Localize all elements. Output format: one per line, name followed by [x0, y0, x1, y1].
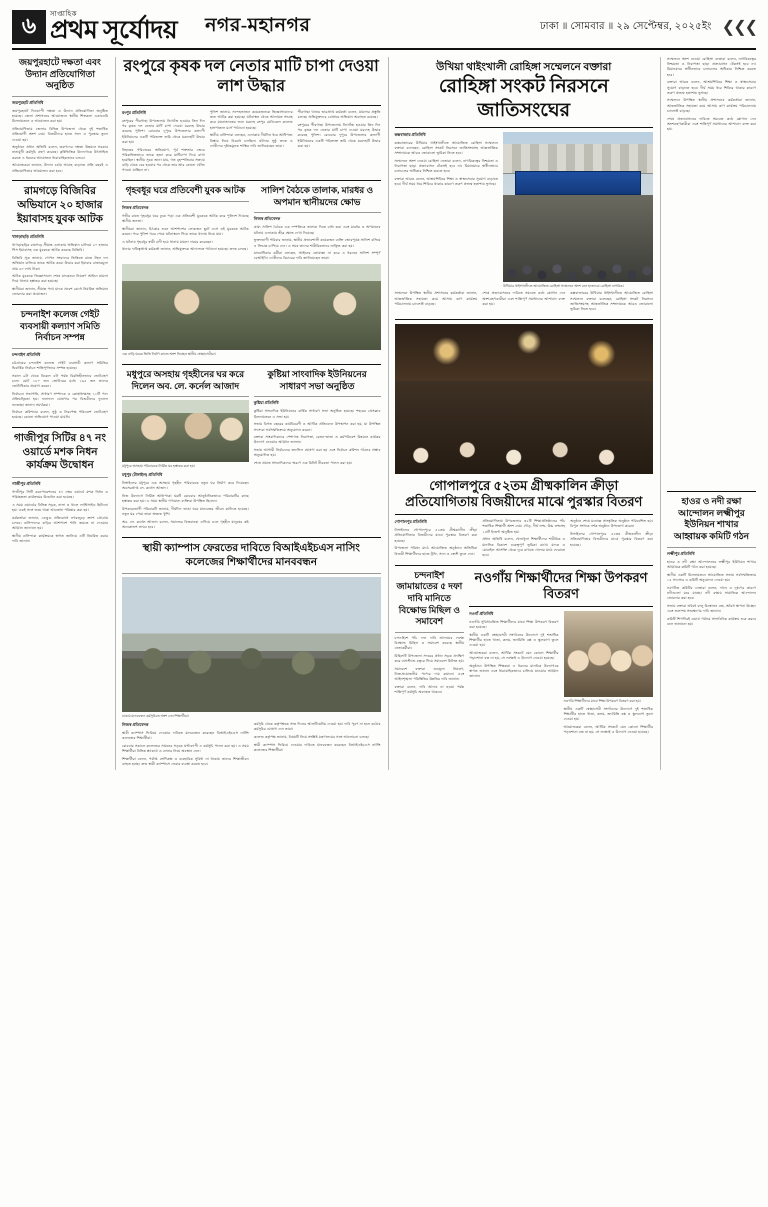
page-number-badge: ৬ [12, 10, 46, 44]
chevron-left-icon: ❮❮❮ [721, 19, 756, 36]
lead-col-1 [122, 110, 205, 176]
story-gazipur-mosquito [12, 432, 108, 547]
photo-caption: ঢাকায় মানববন্ধন কর্মসূচিতে অংশ নেন শিক্ষার্থীরা। [122, 714, 189, 719]
paragraph: গ্রাম্য সালিশ বৈঠকে এক দম্পতিকে তালাক দিতে বাধ্য করা এবং মারধর ও অপমানের ঘটনায় এলাকায় তীব্র ক্ষোভ দেখা দিয়েছে। [253, 225, 381, 235]
paragraph: টাঙ্গাইলের গোপালপুরে ৫২তম গ্রীষ্মকালীন ক্রীড়া প্রতিযোগিতার বিজয়ীদের মাঝে পুরস্কার বিতরণ করা হয়েছে। [570, 532, 653, 547]
masthead [12, 10, 756, 50]
story-headline: কুষ্টিয়া সাংবাদিক ইউনিয়নের সাধারণ সভা অনুষ্ঠিত [267, 369, 367, 391]
paragraph: রংপুরের পীরগাছা উপজেলায় নিখোঁজ হওয়ার তিন দিন পর কৃষক দল নেতার মাটি চাপা দেওয়া মরদেহ উদ্ধার করেছে পুলিশ। রোববার দুপুরে উপজেলার কল্যাণী ইউনিয়নের একটি পরিত্যক্ত জমি থেকে মরদেহটি উদ্ধার করা হয়। [122, 119, 205, 144]
rohingya-photo-col [503, 132, 653, 292]
lead-headline: রংপুরে কৃষক দল নেতার মাটি চাপা দেওয়া লাশ উদ্ধার [123, 58, 379, 95]
paragraph: সভায় বক্তারা অবৈধ বালু উত্তোলন বন্ধ, অবৈধ স্থাপনা উচ্ছেদ এবং জলাশয় সংরক্ষণের দাবি জানান। [667, 603, 756, 613]
story-ramgarh-bgb [12, 185, 108, 300]
paragraph: বক্তারা আরও বলেন, আশ্রয়শিবিরে শিক্ষা ও স্বাস্থ্যসেবার সুযোগ বাড়াতে হবে। দীর্ঘ সময় ধরে শিবিরে থাকার কারণে তরুণ প্রজন্ম হতাশায় ভুগছে। [667, 80, 756, 95]
story-grihobodhu [122, 185, 249, 264]
kicker [395, 57, 654, 75]
story-kushtia-union [254, 369, 381, 533]
column-right-main [388, 57, 654, 770]
story-haor-nodi [667, 496, 756, 629]
byline: চন্দনাইশ প্রতিনিধি [12, 352, 41, 358]
rohingya-body [395, 132, 654, 292]
paragraph: আটক যুবককে জিজ্ঞাসাবাদ শেষে মাদকদ্রব্য নিয়ন্ত্রণ আইনে মামলা দিয়ে থানায় হস্তান্তর করা হয়েছে। [12, 274, 108, 284]
paragraph: মিছিলটি উপজেলা সদরের প্রধান সড়ক প্রদক্ষিণ করে বাসস্ট্যান্ড চত্বরে গিয়ে সমাবেশে মিলিত হয়। [394, 654, 465, 664]
dateline: ঢাকা ॥ সোমবার ॥ ২৯ সেপ্টেম্বর, ২০২৫ইং [539, 20, 712, 32]
paragraph: বিজিবি সূত্র জানায়, গোপন সংবাদের ভিত্তিতে রাতে টহল দল অভিযান চালিয়ে তাকে আটক করে। উদ্ধার করা ইয়াবার বাজারমূল্য প্রায় ৬০ লাখ টাকা। [12, 256, 108, 271]
photo-caption: এক বাড়ি ঘরের ভিত্তি নির্মাণ কাজে অংশ নিচ্ছেন স্থানীয় স্বেচ্ছাসেবীরা। [122, 352, 216, 357]
paragraph: সম্মেলনে অংশ নেওয়া রোহিঙ্গা নেতারা বলেন, নাগরিকত্বের নিশ্চয়তা ও নিরাপত্তা ছাড়া প্রত্যাবাসন টেকসই হবে না। মিয়ানমারে স্বাধীনভাবে চলাচলের অধিকার নিশ্চিত করতে হবে। [667, 57, 756, 77]
paragraph: আয়োজকরা বলেন, আর্থিক সংকটে যেন কোনো শিক্ষার্থীর পড়াশোনা বন্ধ না হয়, সে লক্ষ্যেই এ উদ্যোগ নেওয়া হয়েছে। [563, 725, 653, 735]
paragraph: উপজেলা পরিষদ মাঠে আয়োজিত অনুষ্ঠানে অতিথিরা বিজয়ী শিক্ষার্থীদের হাতে ট্রফি, সনদ ও ক্রেস্ট তুলে দেন। [394, 546, 478, 556]
story-gopalpur-sports [395, 324, 654, 561]
paragraph: ভুক্তভোগী পরিবার জানায়, স্থানীয় প্রভাবশালী কয়েকজন ব্যক্তি জোরপূর্বক সালিশ বসিয়ে এ সিদ্ধান্ত চাপিয়ে দেন। এ সময় তাদের শারীরিকভাবে লাঞ্ছিত করা হয়। [253, 238, 381, 248]
paragraph: সম্মেলনে অংশ নেওয়া রোহিঙ্গা নেতারা বলেন, নাগরিকত্বের নিশ্চয়তা ও নিরাপত্তা ছাড়া প্রত্যাবাসন টেকসই হবে না। মিয়ানমারে স্বাধীনভাবে চলাচলের অধিকার নিশ্চিত করতে হবে। [394, 158, 498, 174]
paragraph: হাওর ও নদী রক্ষা আন্দোলনের লক্ষ্মীপুর ইউনিয়ন শাখার আহ্বায়ক কমিটি গঠন করা হয়েছে। [667, 559, 756, 569]
paragraph: শেষে প্রত্যাবাসনের দাবিতে সমবেত কণ্ঠে স্লোগান দেন অংশগ্রহণকারীরা এবং শান্তিপূর্ণ সমাধানের আশাবাদ ব্যক্ত করা হয়। [667, 116, 756, 131]
photo-relief-work [122, 264, 381, 350]
paragraph: পীরগাছা থানার ভারপ্রাপ্ত কর্মকর্তা বলেন, মামলার প্রস্তুতি চলছে। অভিযুক্তদের গ্রেপ্তারে অভিযান অব্যাহত রয়েছে। [297, 110, 381, 120]
paragraph: স্থানীয়রা জানান, সীমান্ত পথে মাদক প্রবেশ রোধে নিয়মিত অভিযান জোরদার করা প্রয়োজন। [12, 287, 108, 297]
paragraph: স্থানীয় বাসিন্দারা কার্যক্রমকে স্বাগত জানিয়ে এটি নিয়মিত করার দাবি জানান। [12, 533, 108, 544]
paragraph: রোববার সকালে কলেজের সামনের সড়কে ঘণ্টাব্যাপী এ কর্মসূচি পালন করা হয়। এ সময় শিক্ষার্থীরা বিভিন্ন প্ল্যাকার্ড ও ব্যানার নিয়ে অবস্থান নেন। [122, 743, 249, 754]
paragraph: আয়োজকরা বলেন, আর্থিক সংকটে যেন কোনো শিক্ষার্থীর পড়াশোনা বন্ধ না হয়, সে লক্ষ্যেই এ উদ্যোগ নেওয়া হয়েছে। [469, 651, 559, 661]
lead-body-columns [122, 110, 381, 176]
paragraph: অব. লে. কর্নেল আজাদ বলেন, সমাজের বিত্তবানরা এগিয়ে এলে গৃহহীন মানুষের কষ্ট অনেকাংশে লাঘব হবে। [122, 520, 249, 530]
story-chandanaish-jamaat [395, 570, 465, 738]
paragraph: শেষে প্রয়াত সাংবাদিকদের স্মরণে এক মিনিট নীরবতা পালন করা হয়। [253, 461, 353, 466]
paragraph: নিজ উদ্যোগে নির্মিত আধাপাকা ঘরটি রোববার আনুষ্ঠানিকভাবে পরিবারটির কাছে হস্তান্তর করা হয়। এ সময় স্থানীয় গণ্যমান্য ব্যক্তিরা উপস্থিত ছিলেন। [122, 494, 249, 504]
story-headline: নওগাঁয় শিক্ষার্থীদের শিক্ষা উপকরণ বিতরণ [474, 569, 648, 601]
paragraph: নির্বাচন কমিশনার বলেন, সুষ্ঠু ও নিরপেক্ষ পরিবেশে ভোটগ্রহণ হয়েছে। কোনো অভিযোগ পাওয়া যায়নি। [12, 410, 108, 420]
photo-caption: নওগাঁয় শিক্ষার্থীদের মাঝে শিক্ষা উপকরণ বিতরণ করা হয়। [563, 699, 641, 704]
column-left-sidebar [12, 57, 108, 770]
story-headline: স্থায়ী ক্যাম্পাস ফেরতের দাবিতে বিআইএইচএস নাসিং কলেজের শিক্ষার্থীদের মানববন্ধন [142, 542, 360, 568]
paragraph: পুলিশ জানায়, সন্দেহভাজন কয়েকজনকে জিজ্ঞাসাবাদের জন্য আটক করা হয়েছে। ঘটনাস্থল থেকে আলামত সংগ্রহ করে ময়নাতদন্তের জন্য মরদেহ রংপুর মেডিকেল কলেজ হাসপাতাল মর্গে পাঠানো হয়েছে। [209, 110, 293, 130]
mid-subheads [122, 185, 381, 264]
story-headline: গাজীপুর সিটির ৪৭ নং ওয়ার্ডে মশক নিধন কার্যক্রম উদ্বোধন [14, 433, 106, 472]
byline: জয়পুরহাট প্রতিনিধি [12, 100, 44, 106]
paragraph: স্থায়ী ক্যাম্পাস ফিরিয়ে দেওয়ার দাবিতে মানববন্ধন করেছেন বিআইএইচএস নার্সিং কলেজের শিক্ষার্থীরা। [253, 742, 381, 752]
photo-prize-giving [395, 324, 654, 474]
paragraph: রংপুরের পীরগাছা উপজেলায় নিখোঁজ হওয়ার তিন দিন পর কৃষক দল নেতার মাটি চাপা দেওয়া মরদেহ উদ্ধার করেছে পুলিশ। রোববার দুপুরে উপজেলার কল্যাণী ইউনিয়নের একটি পরিত্যক্ত জমি থেকে মরদেহটি উদ্ধার করা হয়। [297, 122, 381, 148]
paragraph: স্থায়ী ক্যাম্পাস ফিরিয়ে দেওয়ার দাবিতে মানববন্ধন করেছেন বিআইএইচএস নার্সিং কলেজের শিক্ষার্থীরা। [122, 731, 249, 741]
story-salish [254, 185, 381, 264]
logo-subtitle: সাপ্তাহিক [50, 10, 78, 18]
paragraph: বক্তারা সাংবাদিকদের পেশাগত নিরাপত্তা, বেতন-ভাতা ও কর্মপরিবেশ উন্নয়নে কার্যকর উদ্যোগ নেওয়ার আহ্বান জানান। [253, 435, 381, 445]
paragraph: কক্সবাজারের উখিয়ার থাইংখালীতে আয়োজিত রোহিঙ্গা সম্মেলনে বক্তারা বলেছেন, রোহিঙ্গা সংকট নিরসনে জাতিসংঘসহ আন্তর্জাতিক সম্প্রদায়কে আরও জোরালো ভূমিকা নিতে হবে। [570, 291, 653, 311]
story-naogaon [469, 570, 653, 738]
paragraph: খাগড়াছড়ির রামগড়ে সীমান্ত এলাকায় অভিযান চালিয়ে ২০ হাজার পিস ইয়াবাসহ এক যুবককে আটক করেছে বিজিবি। [12, 243, 108, 253]
column-lead [115, 57, 381, 770]
paragraph: জয়পুরহাটে দিনব্যাপী দক্ষতা ও উদ্যান প্রতিযোগিতা অনুষ্ঠিত হয়েছে। জেলা প্রশাসনের আয়োজনে স্থানীয় শিল্পকলা একাডেমি মিলনায়তনে এ আয়োজন করা হয়। [12, 109, 108, 124]
paragraph: কক্সবাজারের উখিয়ার থাইংখালীতে আয়োজিত রোহিঙ্গা সম্মেলনে বক্তারা বলেছেন, রোহিঙ্গা সংকট নিরসনে জাতিসংঘসহ আন্তর্জাতিক সম্প্রদায়কে আরও জোরালো ভূমিকা নিতে হবে। [394, 140, 498, 155]
paragraph: টাঙ্গাইলের গোপালপুরে ৫২তম গ্রীষ্মকালীন ক্রীড়া প্রতিযোগিতার বিজয়ীদের মাঝে পুরস্কার বিতরণ করা হয়েছে। [394, 528, 478, 543]
byline: লক্ষ্মীপুর প্রতিনিধি [667, 550, 695, 556]
story-headline: গোপালপুরে ৫২তম গ্রীষ্মকালিন ক্রীড়া প্রতিযোগিতায় বিজয়ীদের মাঝে পুরস্কার বিতরণ [405, 477, 643, 509]
paragraph: সমাবেশে বক্তারা দ্রব্যমূল্য নিয়ন্ত্রণ, নিত্যপ্রয়োজনীয় পণ্যের দাম কমানো এবং আইনশৃঙ্খলা পরিস্থিতির উন্নতির দাবি জানান। [394, 667, 465, 682]
paragraph: স্থানীয় একটি স্বেচ্ছাসেবী সংগঠনের উদ্যোগে দুই শতাধিক শিক্ষার্থীর হাতে খাতা, কলম, জ্যামিতি বক্স ও স্কুলব্যাগ তুলে দেওয়া হয়। [563, 707, 653, 722]
photo-human-chain [122, 577, 381, 712]
story-headline: মধুপুরে অসহায় গৃহহীনের ঘর করে দিলেন অব. লে. কর্নেল আজাদ [126, 369, 245, 391]
paragraph: বক্তারা আরও বলেন, আশ্রয়শিবিরে শিক্ষা ও স্বাস্থ্যসেবার সুযোগ বাড়াতে হবে। দীর্ঘ সময় ধরে শিবিরে থাকার কারণে তরুণ প্রজন্ম হতাশায় ভুগছে। [394, 176, 498, 186]
story-headline: রোহিঙ্গা সংকট নিরসনে জাতিসংঘের [438, 76, 609, 121]
paragraph: স্থানীয় বাসিন্দারা বলছেন, এলাকায় দীর্ঘদিন ধরে আধিপত্য বিস্তার নিয়ে বিরোধ চলছিল। ঘটনার সুষ্ঠু তদন্ত ও দোষীদের দৃষ্টান্তমূলক শাস্তির দাবি জানিয়েছেন তারা। [209, 133, 293, 148]
paragraph: অনুষ্ঠানে প্রধান অতিথি বলেন, তরুণদের দক্ষতা উন্নয়নে সরকার নানামুখী কর্মসূচি গ্রহণ করেছে। কৃষিভিত্তিক উদ্যোগকে উৎসাহিত করতে এ ধরনের আয়োজন ধারাবাহিকভাবে চলবে। [12, 145, 108, 160]
story-madhupur-house [122, 369, 249, 533]
paragraph: প্রতিযোগিতায় জেলার বিভিন্ন উপজেলা থেকে দুই শতাধিক প্রতিযোগী অংশ নেয়। বিজয়ীদের হাতে সনদ ও পুরস্কার তুলে দেওয়া হয়। [12, 127, 108, 142]
paragraph: কর্মকর্তারা জানান, ডেঙ্গু প্রতিরোধে নগরজুড়ে ক্র্যাশ প্রোগ্রাম চলবে। বাসিন্দাদের বাড়ির আশপাশে পানি জমতে না দেওয়ার আহ্বান জানানো হয়। [12, 515, 108, 531]
byline: গাজীপুর প্রতিনিধি [12, 481, 41, 487]
rohingya-continued [395, 291, 654, 314]
photo-rohingya-conference [503, 132, 653, 282]
story-headline: জয়পুরহাটে দক্ষতা এবং উদ্যান প্রতিযোগিতা অনুষ্ঠিত [19, 57, 101, 91]
paragraph: উপকারভোগী পরিবারটি জানায়, দীর্ঘদিন ভাঙা ঘরে মানবেতর জীবন কাটাতে হয়েছে। নতুন ঘর পেয়ে তারা অত্যন্ত খুশি। [122, 507, 249, 517]
paragraph: টাঙ্গাইলের মধুপুরে এক অসহায় গৃহহীন পরিবারকে নতুন ঘর নির্মাণ করে দিয়েছেন অবসরপ্রাপ্ত লে. কর্নেল আজাদ। [122, 481, 249, 491]
paragraph: সম্মেলনে উপস্থিত স্থানীয় প্রশাসনের কর্মকর্তারা জানান, আন্তর্জাতিক সহায়তা কমে আসায় ত্রাণ কার্যক্রম পরিচালনায় চ্যালেঞ্জ বাড়ছে। [394, 291, 478, 306]
paragraph: চট্টগ্রামের চন্দনাইশ কলেজ গেইট ব্যবসায়ী কল্যাণ সমিতির দ্বিবার্ষিক নির্বাচন শান্তিপূর্ণভাবে সম্পন্ন হয়েছে। [12, 361, 108, 371]
paragraph: স্থানীয়রা জানান, চিৎকার শুনে আশপাশের লোকজন ছুটে এসে ওই যুবককে আটক করেন। পরে পুলিশ খবর পেয়ে ঘটনাস্থলে গিয়ে তাকে থানায় নিয়ে যায়। [122, 226, 249, 236]
logo-title: প্রথম সূর্যোদয় [50, 17, 178, 44]
paragraph: সভায় বিগত বছরের কার্যবিবরণী ও আর্থিক প্রতিবেদন উপস্থাপন করা হয়, যা উপস্থিত সদস্যরা সর্বসম্মতিক্রমে অনুমোদন করেন। [253, 422, 381, 432]
paragraph: কলেজ কর্তৃপক্ষ জানায়, বিষয়টি নিয়ে সংশ্লিষ্ট মন্ত্রণালয়ের সঙ্গে আলোচনা চলছে। [253, 734, 370, 739]
paragraph: নবগঠিত কমিটির নেতারা বলেন, দখল ও দূষণের কারণে নদীগুলো মরে যাচ্ছে। নদী রক্ষায় সামাজিক আন্দোলন জোরদার করা হবে। [667, 585, 756, 600]
byline: নিজস্ব প্রতিবেদক [253, 216, 281, 222]
paragraph: কমিটি শিগগিরই ওয়ার্ড পর্যায়ে সাংগঠনিক কার্যক্রম শুরু করবে বলে জানানো হয়। [667, 616, 756, 626]
paragraph: অনুষ্ঠান শেষে মনোজ্ঞ সাংস্কৃতিক অনুষ্ঠান পরিবেশিত হয়। বিপুল সংখ্যক দর্শক অনুষ্ঠান উপভোগ করেন। [570, 519, 653, 529]
rohingya-text-col [395, 132, 498, 292]
byline: খাগড়াছড়ি প্রতিনিধি [12, 234, 44, 240]
story-nursing-campus [122, 542, 381, 770]
section-title: নগর-মহানগর [205, 15, 311, 36]
paragraph: কুষ্টিয়া সাংবাদিক ইউনিয়নের বার্ষিক সাধারণ সভা অনুষ্ঠিত হয়েছে। শহরের প্রেসক্লাব মিলনায়তনে এ সভা হয়। [253, 409, 381, 419]
photo-madhupur-house [122, 400, 249, 462]
paragraph: স্থানীয় একটি স্বেচ্ছাসেবী সংগঠনের উদ্যোগে দুই শতাধিক শিক্ষার্থীর হাতে খাতা, কলম, জ্যামিতি বক্স ও স্কুলব্যাগ তুলে দেওয়া হয়। [469, 633, 559, 648]
paragraph: সম্মেলনে উপস্থিত স্থানীয় প্রশাসনের কর্মকর্তারা জানান, আন্তর্জাতিক সহায়তা কমে আসায় ত্রাণ কার্যক্রম পরিচালনায় চ্যালেঞ্জ বাড়ছে। [667, 98, 756, 113]
page-grid [12, 57, 756, 770]
story-headline: রামগড়ে বিজিবির অভিযানে ২০ হাজার ইয়াবাসহ যুবক আটক [17, 186, 103, 225]
right-sidebar-spacer [667, 57, 756, 487]
paragraph: শিক্ষার্থীরা বলেন, পর্যাপ্ত শ্রেণিকক্ষ ও ব্যবহারিক সুবিধা না থাকায় তাদের শিক্ষাজীবন ব্যাহত হচ্ছে। দ্রুত স্থায়ী ক্যাম্পাসে ফেরার ব্যবস্থা করতে হবে। [122, 756, 249, 767]
kicker-text: উখিয়া থাইংখালী রোহিঙ্গা সম্মেলনে বক্তারা [436, 62, 612, 73]
paragraph: কর্মসূচি থেকে কর্তৃপক্ষকে সাত দিনের আলটিমেটাম দেওয়া হয়। দাবি পূরণ না হলে কঠোর কর্মসূচির ঘোষণা দেন তারা। [253, 722, 381, 732]
byline: কক্সবাজার প্রতিনিধি [394, 131, 426, 137]
story-rohingya [395, 57, 654, 315]
byline: রংপুর প্রতিনিধি [122, 110, 146, 115]
lead-col-3 [298, 110, 381, 176]
byline: কুষ্টিয়া প্রতিনিধি [253, 400, 279, 406]
paragraph: সভায় আগামী নির্বাচনের তফসিল ঘোষণা করা হয় এবং নির্বাচন কমিশন গঠনের প্রস্তাব অনুমোদিত হয়। [253, 448, 381, 458]
nursing-body-columns [122, 722, 381, 770]
story-headline: হাওর ও নদী রক্ষা আন্দোলন লক্ষ্মীপুর ইউনিয়ন শাখার আহ্বায়ক কমিটি গঠন [673, 496, 750, 542]
gopalpur-body [395, 519, 654, 560]
paragraph: প্রতিযোগিতায় উপজেলার ৩২টি শিক্ষাপ্রতিষ্ঠানের পাঁচ শতাধিক শিক্ষার্থী অংশ নেয়। দৌড়, দীর্ঘ লম্ফ, উচ্চ লম্ফসহ ১৪টি ইভেন্ট অনুষ্ঠিত হয়। [482, 519, 566, 534]
paragraph: এ ঘটনায় গৃহবধূর স্বামী বাদী হয়ে থানায় মামলা দায়ের করেছেন। [122, 239, 213, 244]
story-headline: সালিশ বৈঠকে তালাক, মারধর ও অপমান স্থানীয়দের ক্ষোভ [261, 185, 374, 207]
paragraph: গাজীপুর সিটি করপোরেশনের ৪৭ নম্বর ওয়ার্ডে মশক নিধন ও পরিচ্ছন্নতা কার্যক্রমের উদ্বোধন করা হয়েছে। [12, 490, 108, 500]
paragraph: সকাল ৯টা থেকে বিকেল ৪টা পর্যন্ত বিরতিহীনভাবে ভোটগ্রহণ চলে। মোট ১৮০ জন ভোটারের মধ্যে ১৬৫ জন তাদের ভোটাধিকার প্রয়োগ করেন। [12, 374, 108, 389]
story-headline: চন্দনাইশ জামায়াতের ৫ দফা দাবি মানিতে বিক্ষোভ মিছিল ও সমাবেশ [396, 569, 463, 627]
paragraph: বক্তারা বলেন, দাবি আদায় না হওয়া পর্যন্ত শান্তিপূর্ণ কর্মসূচি অব্যাহত থাকবে। [394, 685, 465, 695]
paragraph: প্রধান অতিথি বলেন, খেলাধুলা শিক্ষার্থীদের শারীরিক ও মানসিক বিকাশে গুরুত্বপূর্ণ ভূমিকা রাখে। মাদক ও মোবাইল আসক্তি থেকে দূরে রাখতে খেলার মাঠে ফেরাতে হবে। [482, 537, 566, 557]
story-joypurhat [12, 57, 108, 176]
paragraph: অনুষ্ঠানে উপস্থিত শিক্ষকরা এ ধরনের মানবিক উদ্যোগকে স্বাগত জানান এবং ধারাবাহিকভাবে চালিয়ে যাওয়ার আহ্বান জানান। [469, 664, 559, 679]
byline: গোপালপুর প্রতিনিধি [394, 519, 427, 525]
paragraph: এ সময় ওয়ার্ডের বিভিন্ন সড়ক, নালা ও খালে লার্ভিসাইড ছিটানো হয়। একই সঙ্গে জমে থাকা আবর্জনা পরিষ্কার করা হয়। [12, 502, 108, 513]
paragraph: চন্দনাইশে পাঁচ দফা দাবি আদায়ের লক্ষ্যে বিক্ষোভ মিছিল ও সমাবেশ করেছে স্থানীয় নেতাকর্মীরা। [394, 636, 465, 651]
story-chandanaish-election [12, 309, 108, 423]
newspaper-logo [50, 11, 177, 43]
photo-material-distribution [564, 611, 653, 697]
mid-bottom [122, 369, 381, 533]
paragraph: নওগাঁয় সুবিধাবঞ্চিত শিক্ষার্থীদের মাঝে শিক্ষা উপকরণ বিতরণ করা হয়েছে। [469, 620, 559, 630]
byline: নিজস্ব প্রতিবেদক [122, 722, 149, 728]
paragraph: মানবাধিকার কর্মীরা বলছেন, আইনের তোয়াক্কা না করে এ ধরনের সালিশ সম্পূর্ণ বেআইনি। দোষীদের বিচারের দাবি জানিয়েছেন তারা। [253, 251, 381, 261]
paragraph: আয়োজকরা জানান, উদ্যান চর্চায় আগ্রহ বাড়াতে প্রতি বছরই এ প্রতিযোগিতার আয়োজন করা হবে। [12, 163, 108, 173]
lead-col-2 [210, 110, 293, 176]
byline: মধুপুর (টাঙ্গাইল) প্রতিনিধি [122, 472, 163, 478]
paragraph: গভীর রাতে গৃহবধূর ঘরে ঢুকে পড়া এক প্রতিবেশী যুবককে আটক করে পুলিশে দিয়েছে স্থানীয় জনতা। [122, 213, 249, 223]
photo-caption: উখিয়ার থাইংখালীতে আয়োজিত রোহিঙ্গা সম্মেলনে অংশ নেন হাজারো রোহিঙ্গা নাগরিক। [502, 283, 624, 288]
photo-caption: মধুপুরে অসহায় পরিবারকে নির্মিত ঘর হস্তান্তর করা হয়। [122, 464, 196, 469]
story-headline: গৃহবধূর ঘরে প্রতিবেশী যুবক আটক [125, 185, 246, 196]
paragraph: নির্বাচনে সভাপতি, সাধারণ সম্পাদক ও কোষাধ্যক্ষসহ ১১টি পদে প্রতিদ্বন্দ্বিতা হয়। ফলাফল ঘোষণার পর বিজয়ীদের ফুলেল শুভেচ্ছা জানান সমর্থকরা। [12, 392, 108, 407]
paragraph: স্থানীয় একটি মিলনায়তনে আয়োজিত সভায় সর্বসম্মতিক্রমে ১৫ সদস্যের এ কমিটি অনুমোদন দেওয়া হয়। [667, 572, 756, 582]
paragraph: নিহতের পরিবারের অভিযোগ, পূর্ব শত্রুতার জেরে পরিকল্পিতভাবে তাকে হত্যা করে মাটিচাপা দিয়ে রাখা হয়েছিল। স্থানীয় সূত্রে জানা যায়, গত বৃহস্পতিবার সন্ধ্যায় বাড়ি থেকে বের হওয়ার পর থেকে তার আর কোনো খোঁজ পাওয়া যাচ্ছিল না। [122, 147, 205, 173]
masthead-right [540, 17, 756, 37]
byline: নিজস্ব প্রতিবেদক [122, 204, 149, 210]
story-headline: চন্দনাইশ কলেজ গেইট ব্যবসায়ী কল্যাণ সমিতি নির্বাচন সম্পন্ন [19, 309, 101, 343]
paragraph: শেষে প্রত্যাবাসনের দাবিতে সমবেত কণ্ঠে স্লোগান দেন অংশগ্রহণকারীরা এবং শান্তিপূর্ণ সমাধানের আশাবাদ ব্যক্ত করা হয়। [482, 291, 566, 306]
paragraph: থানার দায়িত্বপ্রাপ্ত কর্মকর্তা জানান, অভিযুক্তকে আদালতে পাঠানো হয়েছে। তদন্ত চলছে। [122, 247, 248, 252]
column-right-sidebar [660, 57, 756, 770]
byline: নওগাঁ প্রতিনিধি [469, 611, 494, 617]
right-bottom-row [395, 570, 654, 738]
